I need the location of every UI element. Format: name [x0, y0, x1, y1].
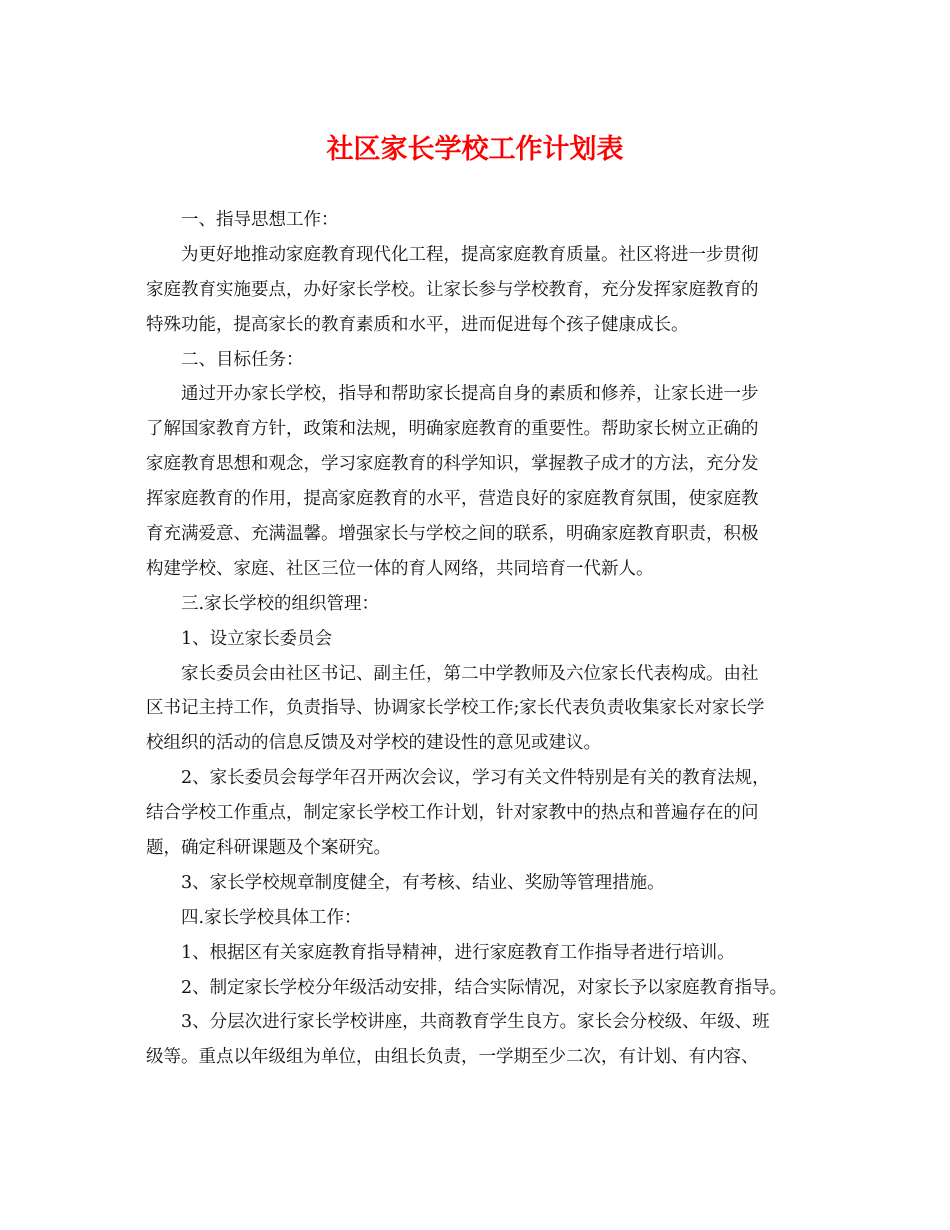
paragraph-line: 1、设立家长委员会 [181, 628, 333, 649]
paragraph-line: 为更好地推动家庭教育现代化工程，提高家庭教育质量。社区将进一步贯彻 [181, 244, 759, 265]
paragraph-line: 构建学校、家庭、社区三位一体的育人网络，共同培育一代新人。 [146, 558, 654, 579]
paragraph-line: 级等。重点以年级组为单位，由组长负责，一学期至少二次，有计划、有内容、 [146, 1047, 759, 1068]
paragraph-line: 2、制定家长学校分年级活动安排，结合实际情况，对家长予以家庭教育指导。 [181, 977, 788, 998]
document-title: 社区家长学校工作计划表 [326, 134, 624, 165]
paragraph-line: 了解国家教育方针，政策和法规，明确家庭教育的重要性。帮助家长树立正确的 [146, 419, 759, 440]
paragraph-line: 区书记主持工作，负责指导、协调家长学校工作;家长代表负责收集家长对家长学 [146, 698, 765, 719]
paragraph-line: 三.家长学校的组织管理： [181, 593, 380, 614]
paragraph-line: 特殊功能，提高家长的教育素质和水平，进而促进每个孩子健康成长。 [146, 314, 689, 335]
paragraph-line: 1、根据区有关家庭教育指导精神，进行家庭教育工作指导者进行培训。 [181, 942, 735, 963]
paragraph-line: 3、分层次进行家长学校讲座，共商教育学生良方。家长会分校级、年级、班 [181, 1012, 770, 1033]
paragraph-line: 挥家庭教育的作用，提高家庭教育的水平，营造良好的家庭教育氛围，使家庭教 [146, 489, 759, 510]
paragraph-line: 2、家长委员会每学年召开两次会议，学习有关文件特别是有关的教育法规， [181, 768, 770, 789]
paragraph-line: 二、目标任务： [181, 349, 304, 370]
paragraph-line: 育充满爱意、充满温馨。增强家长与学校之间的联系，明确家庭教育职责，积极 [146, 524, 759, 545]
paragraph-line: 家庭教育实施要点，办好家长学校。让家长参与学校教育，充分发挥家庭教育的 [146, 279, 759, 300]
paragraph-line: 一、指导思想工作： [181, 210, 339, 230]
document-body [146, 203, 806, 1075]
paragraph-line: 通过开办家长学校，指导和帮助家长提高自身的素质和修养，让家长进一步 [181, 384, 759, 405]
paragraph-line: 校组织的活动的信息反馈及对学校的建设性的意见或建议。 [146, 733, 601, 754]
paragraph-line: 题，确定科研课题及个案研究。 [146, 838, 391, 859]
paragraph-line: 四.家长学校具体工作： [181, 907, 362, 928]
paragraph-line: 结合学校工作重点，制定家长学校工作计划，针对家教中的热点和普遍存在的问 [146, 803, 759, 824]
paragraph-line: 家长委员会由社区书记、副主任，第二中学教师及六位家长代表构成。由社 [181, 663, 759, 684]
paragraph-line: 3、家长学校规章制度健全，有考核、结业、奖励等管理措施。 [181, 872, 665, 893]
paragraph-line: 家庭教育思想和观念，学习家庭教育的科学知识，掌握教子成才的方法，充分发 [146, 454, 759, 475]
